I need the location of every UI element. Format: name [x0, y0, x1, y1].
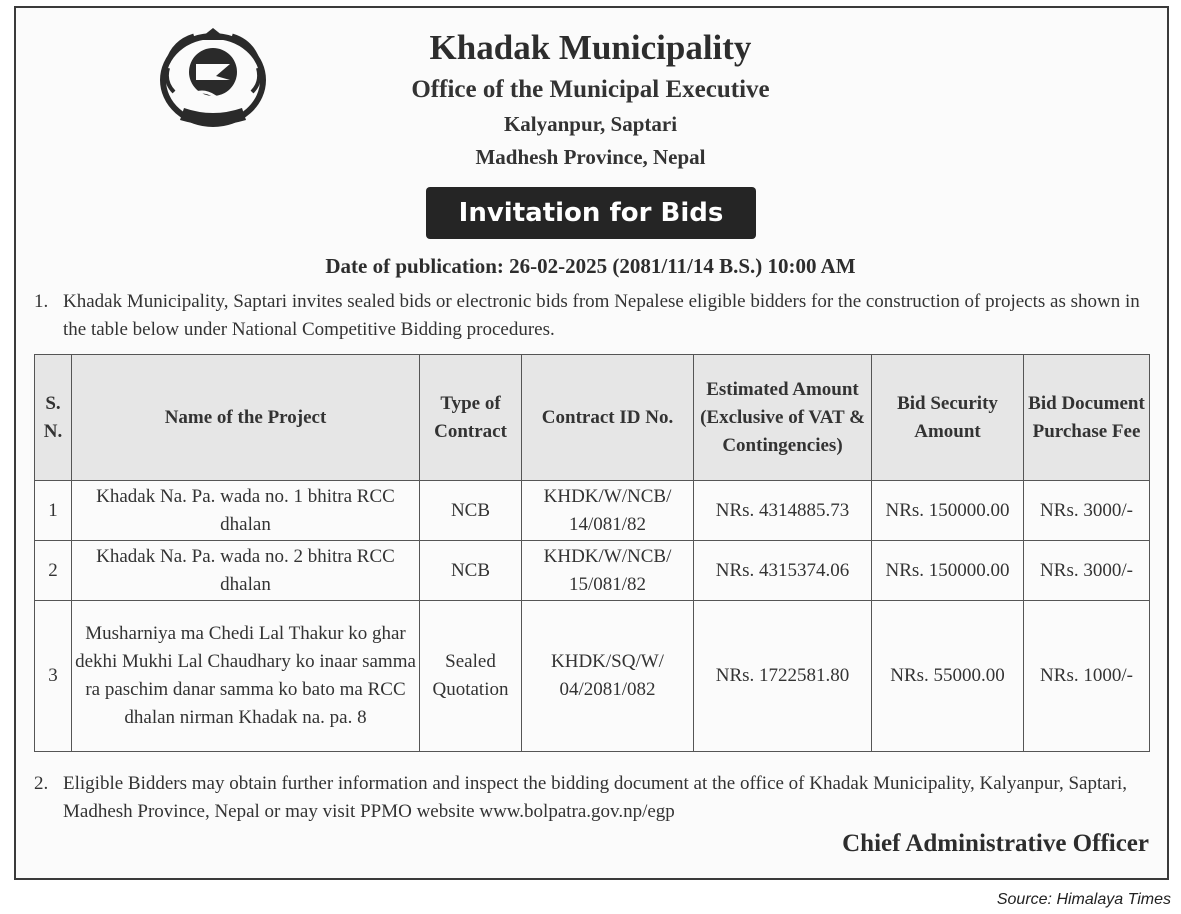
- cell-contract-id: KHDK/W/NCB/ 15/081/82: [522, 541, 694, 601]
- paragraph-number: 2.: [34, 773, 49, 794]
- cell-contract-type: NCB: [420, 541, 522, 601]
- office-location: Kalyanpur, Saptari: [503, 112, 678, 136]
- header-project-name: Name of the Project: [72, 355, 420, 481]
- paragraph-text: Khadak Municipality, Saptari invites sealed bids or electronic bids from Nepalese eligible bidders for the construction of projects as shown in the table below under National Competitive Bidding procedures.: [63, 291, 1140, 340]
- cell-document-fee: NRs. 1000/-: [1024, 601, 1150, 752]
- bids-table: [34, 354, 1150, 752]
- publication-date: Date of publication: 26-02-2025 (2081/11/14 B.S.) 10:00 AM: [325, 254, 856, 278]
- cell-project-name: Khadak Na. Pa. wada no. 1 bhitra RCC dhalan: [72, 481, 420, 541]
- office-province: Madhesh Province, Nepal: [475, 145, 706, 169]
- header-estimated-amount: Estimated Amount (Exclusive of VAT & Contingencies): [694, 355, 872, 481]
- header-sn: S. N.: [35, 355, 72, 481]
- paragraph-text: Eligible Bidders may obtain further information and inspect the bidding document at the office of Khadak Municipality, Kalyanpur, Saptari, Madhesh Province, Nepal or may visit PPMO website www.bolpatra.gov.np/egp: [63, 773, 1128, 822]
- table-row: [35, 541, 1150, 601]
- cell-contract-type: Sealed Quotation: [420, 601, 522, 752]
- cell-document-fee: NRs. 3000/-: [1024, 541, 1150, 601]
- paragraph-1: [34, 288, 1154, 344]
- cell-sn: 1: [35, 481, 72, 541]
- signoff-title: Chief Administrative Officer: [842, 830, 1149, 857]
- cell-document-fee: NRs. 3000/-: [1024, 481, 1150, 541]
- municipality-name: Khadak Municipality: [429, 28, 752, 67]
- header-contract-type: Type of Contract: [420, 355, 522, 481]
- cell-contract-id: KHDK/SQ/W/ 04/2081/082: [522, 601, 694, 752]
- paragraph-2: [34, 770, 1154, 826]
- cell-contract-id: KHDK/W/NCB/ 14/081/82: [522, 481, 694, 541]
- cell-contract-type: NCB: [420, 481, 522, 541]
- cell-estimated-amount: NRs. 1722581.80: [694, 601, 872, 752]
- cell-bid-security: NRs. 150000.00: [872, 481, 1024, 541]
- cell-estimated-amount: NRs. 4314885.73: [694, 481, 872, 541]
- header-contract-id: Contract ID No.: [522, 355, 694, 481]
- paragraph-number: 1.: [34, 291, 49, 312]
- cell-sn: 3: [35, 601, 72, 752]
- source-credit: Source: Himalaya Times: [996, 891, 1171, 908]
- table-row: [35, 481, 1150, 541]
- office-name: Office of the Municipal Executive: [411, 76, 770, 103]
- cell-sn: 2: [35, 541, 72, 601]
- header-document-fee: Bid Document Purchase Fee: [1024, 355, 1150, 481]
- table-row: [35, 601, 1150, 752]
- header-bid-security: Bid Security Amount: [872, 355, 1024, 481]
- cell-bid-security: NRs. 55000.00: [872, 601, 1024, 752]
- invitation-banner: Invitation for Bids: [426, 187, 756, 239]
- cell-bid-security: NRs. 150000.00: [872, 541, 1024, 601]
- cell-estimated-amount: NRs. 4315374.06: [694, 541, 872, 601]
- cell-project-name: Khadak Na. Pa. wada no. 2 bhitra RCC dhalan: [72, 541, 420, 601]
- table-header-row: [35, 355, 1150, 481]
- cell-project-name: Musharniya ma Chedi Lal Thakur ko ghar dekhi Mukhi Lal Chaudhary ko inaar samma ra paschim danar samma ko bato ma RCC dhalan nirman Khadak na. pa. 8: [72, 601, 420, 752]
